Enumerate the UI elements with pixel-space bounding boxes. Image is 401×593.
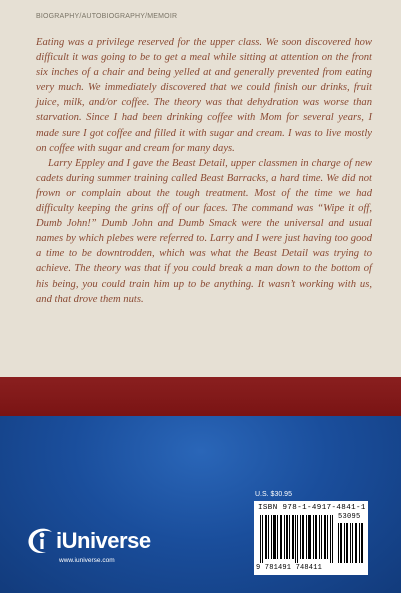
price-label: U.S. $30.95 <box>255 491 292 498</box>
addon-barcode-bars <box>338 523 364 563</box>
isbn-text: ISBN 978-1-4917-4841-1 <box>258 504 366 512</box>
barcode <box>254 501 368 575</box>
ean-barcode-bars <box>258 515 336 563</box>
iuniverse-swirl-icon <box>26 526 58 556</box>
publisher-logo <box>26 526 186 574</box>
excerpt <box>36 35 372 307</box>
red-band <box>0 377 401 416</box>
publisher-name: iUniverse <box>56 528 151 553</box>
price-code: 53095 <box>338 513 361 521</box>
publisher-url: www.iuniverse.com <box>59 557 115 564</box>
excerpt-paragraph-1: Eating was a privilege reserved for the upper class. We soon discovered how difficult it was going to be to get a meal while sitting at attention on the front six inches of a chair and being yelled at and generally prevented from eating very much. We immediately discovered that we could finish our drinks, fruit juice, milk, and/or coffee. The theory was that dehydration was worse than starvation. Since I had been drinking coffee with Mom for several years, I made sure I got coffee and filled it with sugar and cream. I was to live mostly on coffee with sugar and cream for many days. <box>36 37 372 154</box>
category-label: BIOGRAPHY/AUTOBIOGRAPHY/MEMOIR <box>36 13 178 20</box>
excerpt-paragraph-2: Larry Eppley and I gave the Beast Detail, upper classmen in charge of new cadets during summer training called Beast Barracks, a hard time. We did not frown or complain about the tough treatment. Most of the time we had difficulty keeping the grins off of our faces. The command was “Wipe it off, Dumb John!” Dumb John and Dumb Smack were the universal and usual names by which plebes were referred to. Larry and I were just having too good a time to be downtrodden, which was what the Beast Detail was trying to achieve. The theory was that if you could break a man down to the bottom of his being, you could train him up to be anything. It wasn’t working with us, and that drove them nuts. <box>36 157 372 305</box>
ean-digits: 9 781491 748411 <box>256 564 323 572</box>
